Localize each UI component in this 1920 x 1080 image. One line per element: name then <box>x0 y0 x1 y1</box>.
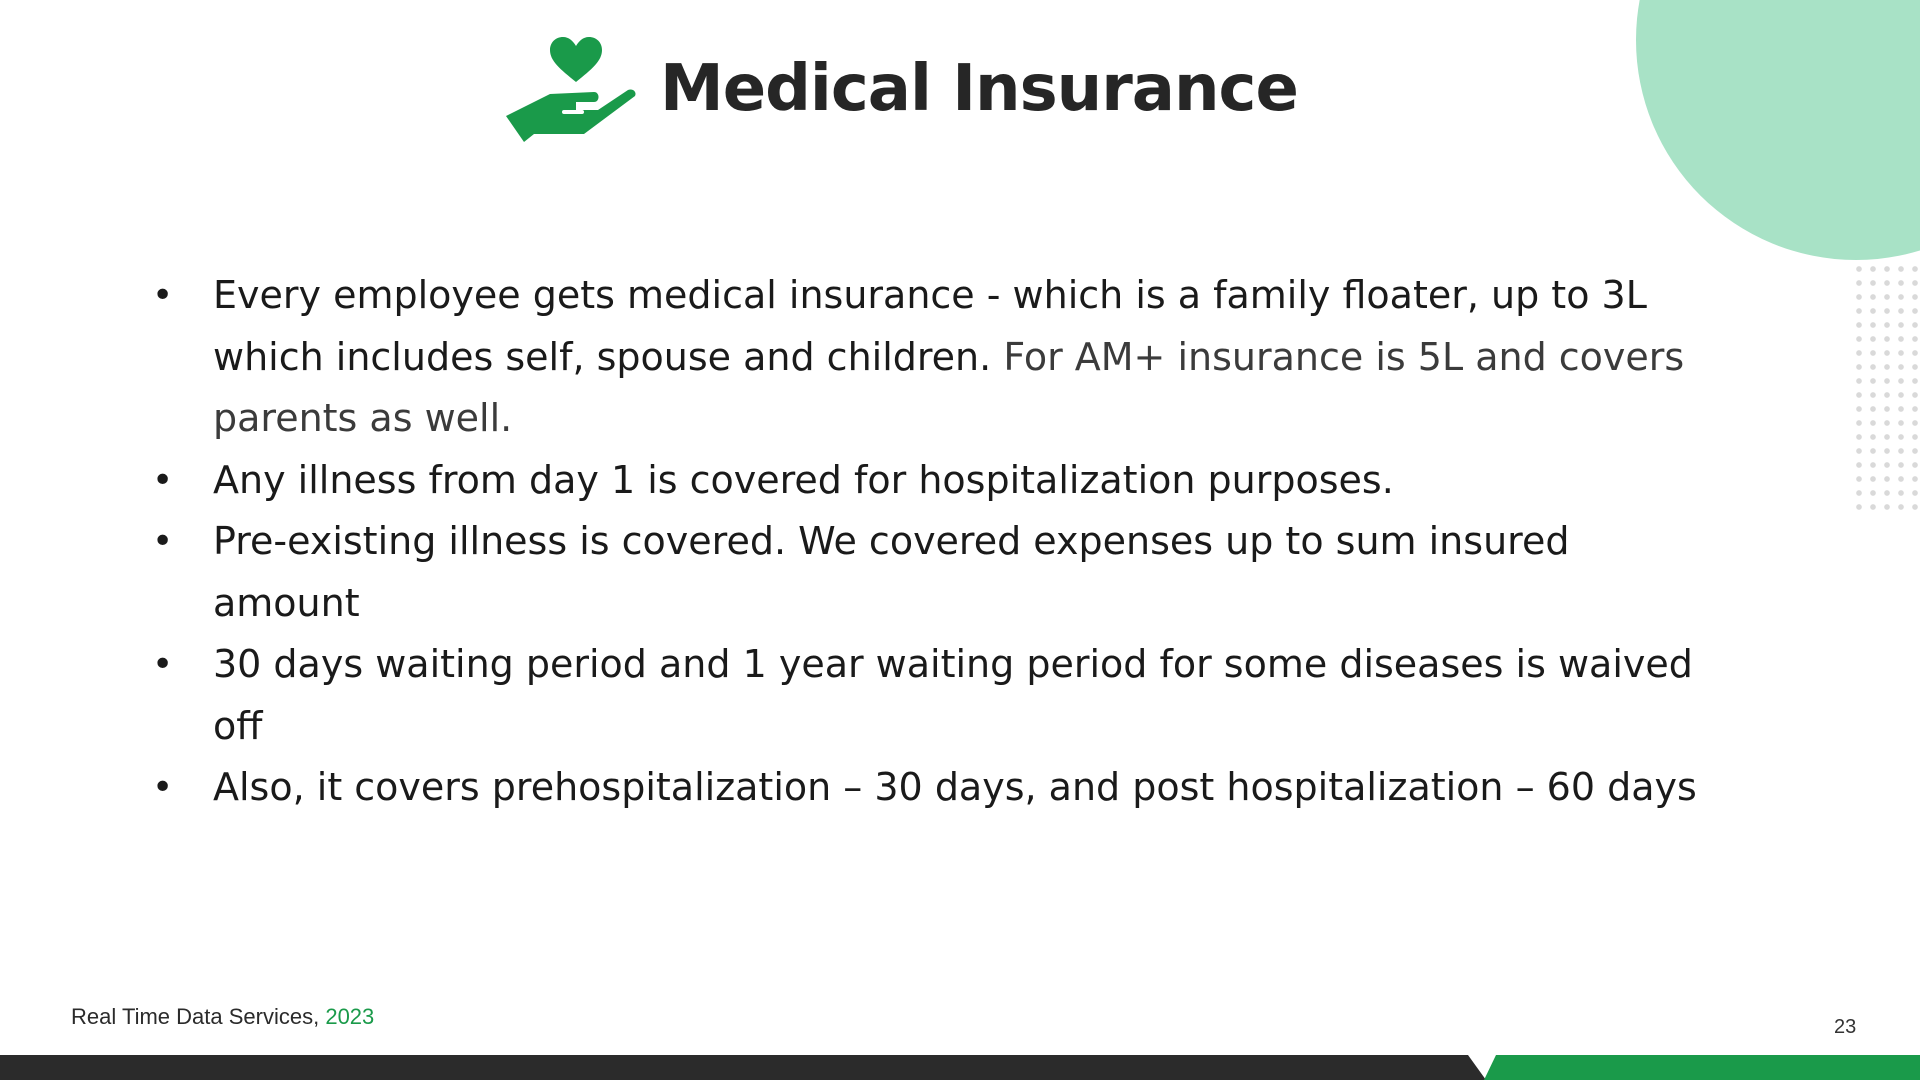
bullet-dot: • <box>152 275 174 316</box>
bullet-text: Every employee gets medical insurance - which is a family floater, up to 3L which includes self, spouse and children. <box>213 273 1647 379</box>
bullet-list <box>146 265 1726 819</box>
bullet-dot: • <box>152 459 174 501</box>
bullet-text: Also, it covers prehospitalization – 30 days, and post hospitalization – 60 days <box>213 765 1697 809</box>
bullet-text-continued: For AM+ insurance is 5L and covers parents as well. <box>213 334 1685 440</box>
footer-bar-green <box>1484 1055 1920 1080</box>
bullet-item <box>146 265 1726 450</box>
bullet-dot: • <box>152 767 174 808</box>
bullet-item <box>146 450 1726 512</box>
bullet-item <box>146 511 1726 634</box>
decorative-circle <box>1636 0 1920 260</box>
footer-company: Real Time Data Services, <box>71 1004 320 1029</box>
bullet-item <box>146 634 1726 757</box>
slide-title: Medical Insurance <box>660 52 1298 126</box>
bullet-dot: • <box>152 521 174 562</box>
footer-bar <box>0 1055 1920 1080</box>
decorative-dot-pattern <box>1852 262 1920 512</box>
footer-credit <box>71 1004 374 1030</box>
bullet-item <box>146 757 1726 819</box>
bullet-text: Pre-existing illness is covered. We covered expenses up to sum insured amount <box>213 519 1570 625</box>
title-row <box>504 34 1298 144</box>
bullet-text: Any illness from day 1 is covered for hospitalization purposes. <box>213 457 1394 502</box>
footer-year: 2023 <box>325 1004 375 1029</box>
footer-bar-dark <box>0 1055 1486 1080</box>
bullet-dot: • <box>152 644 174 685</box>
heart-in-hand-icon <box>504 34 638 144</box>
page-number: 23 <box>1834 1016 1857 1038</box>
bullet-text: 30 days waiting period and 1 year waiting period for some diseases is waived off <box>213 642 1693 748</box>
